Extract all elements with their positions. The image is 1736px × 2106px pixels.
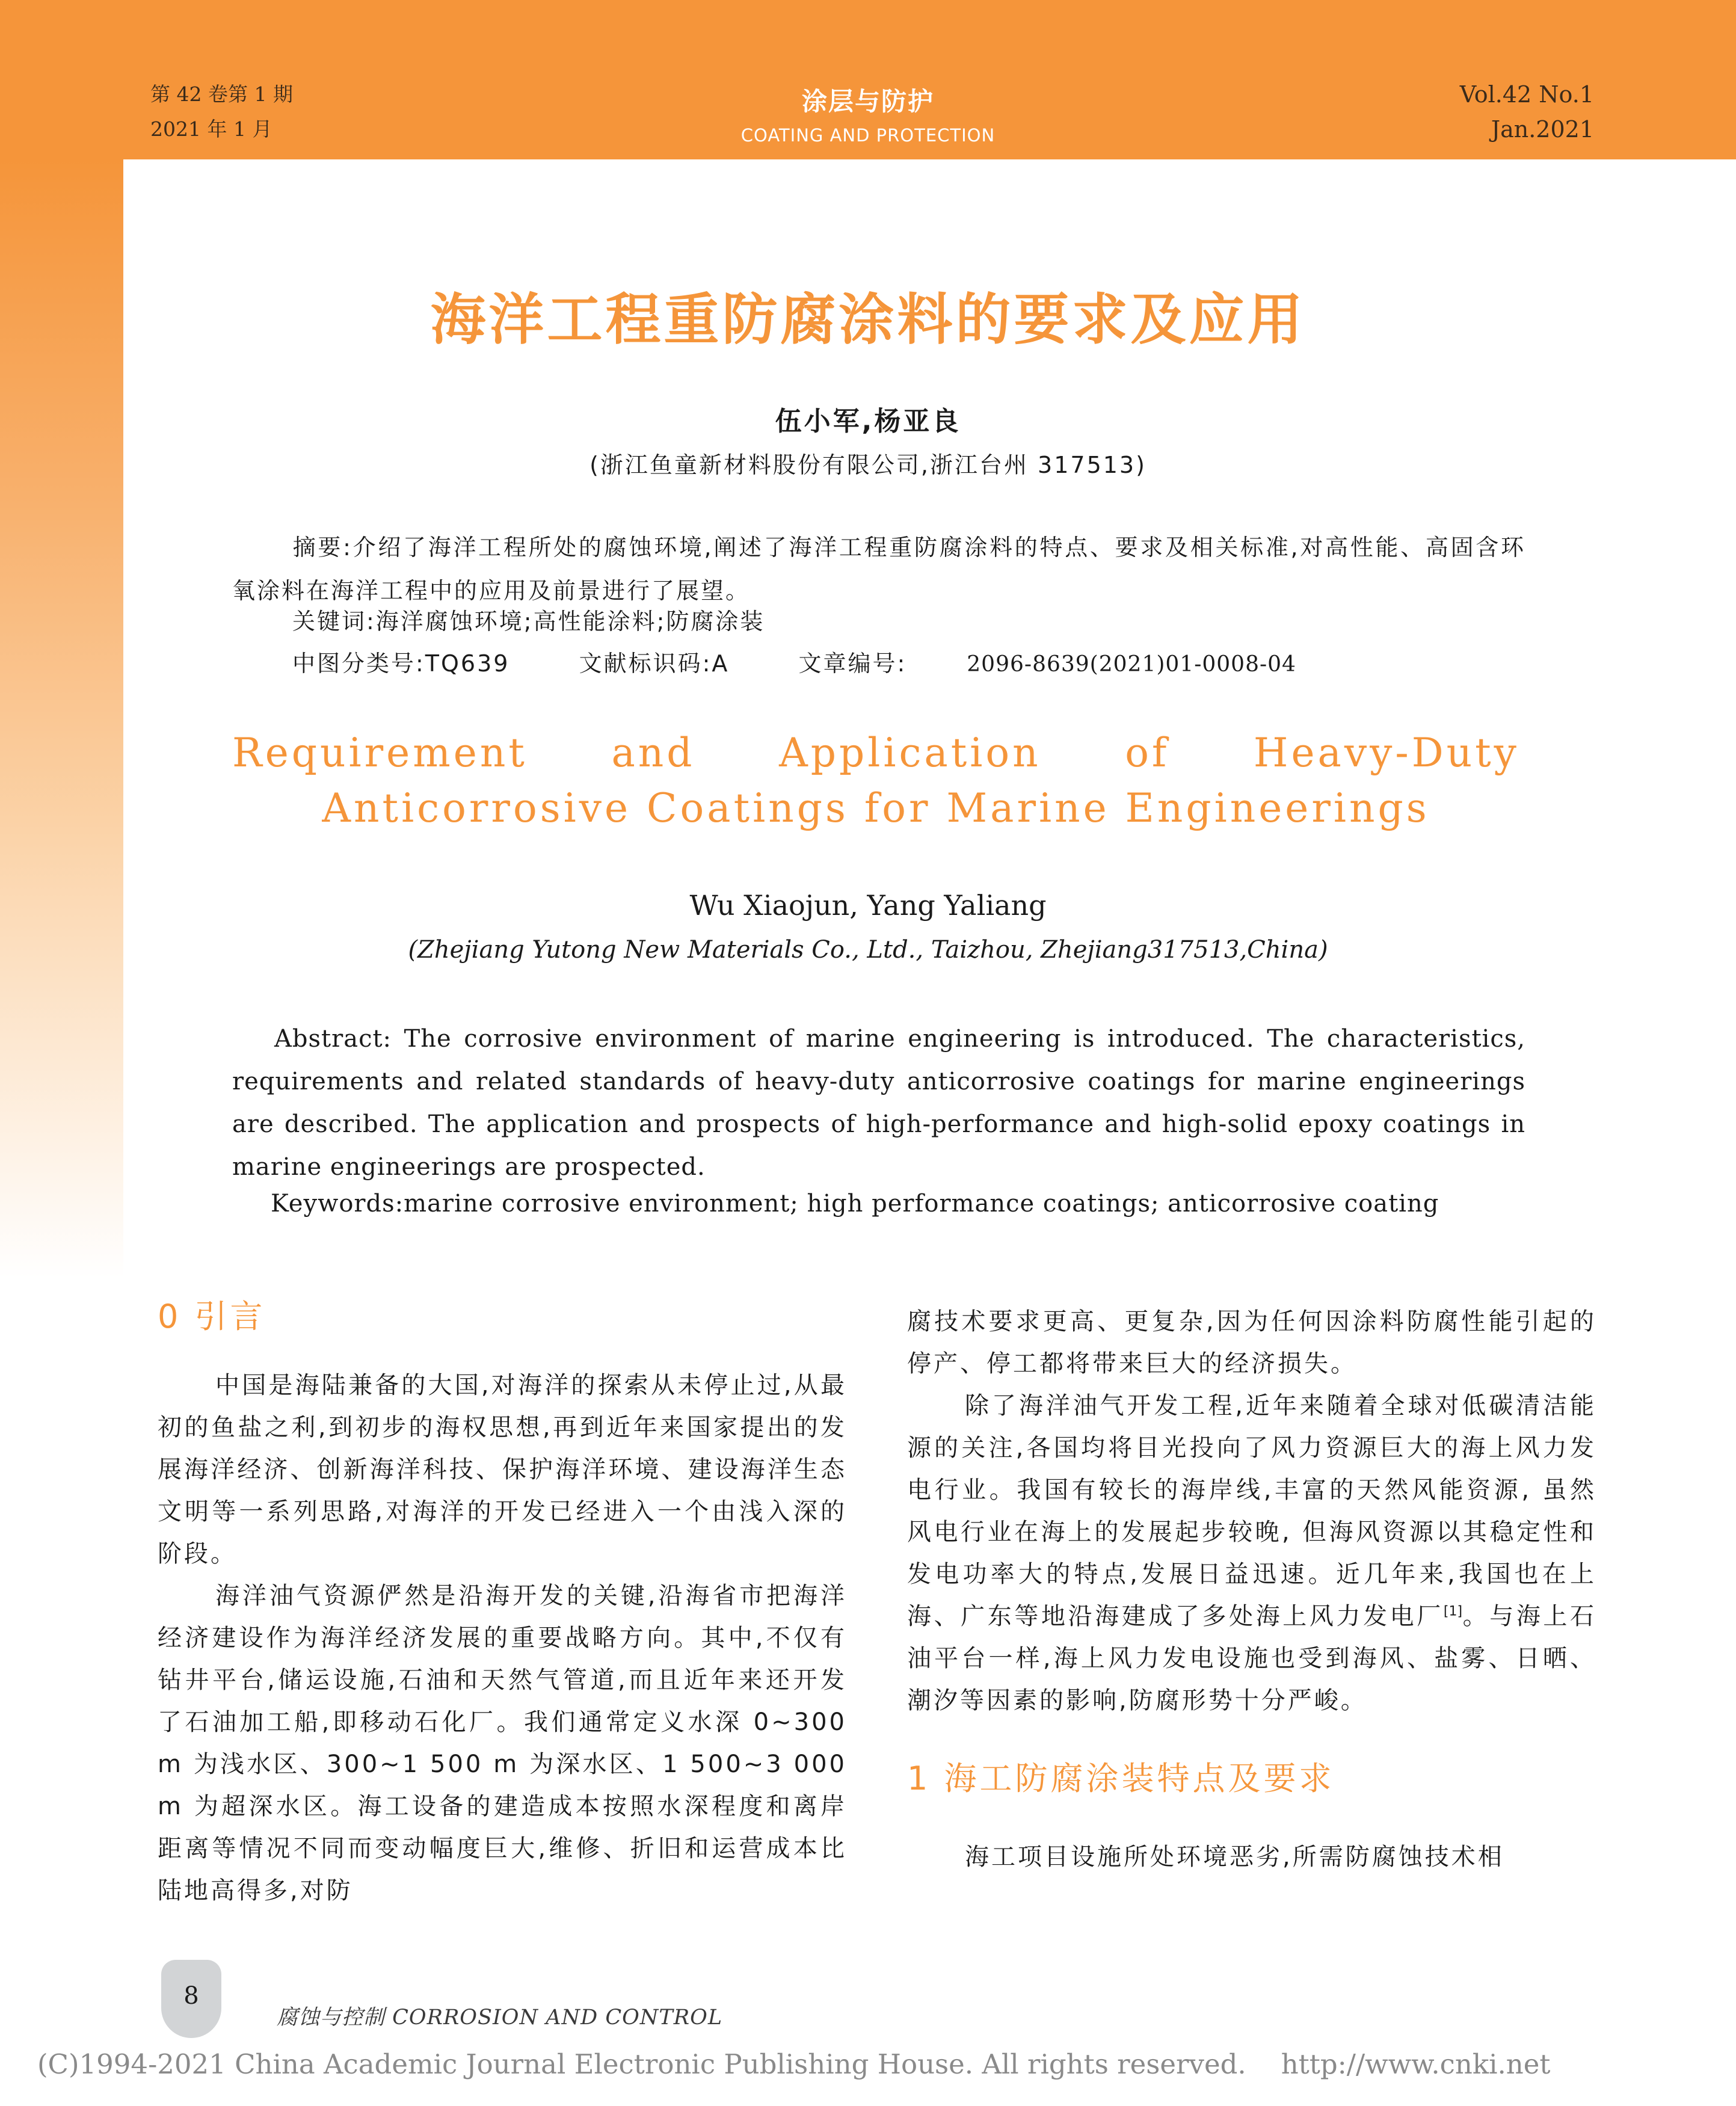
document-code: 文献标识码:A	[579, 650, 730, 677]
title-en-line2: Anticorrosive Coatings for Marine Engineerings	[322, 785, 1430, 831]
affiliation-en: (Zhejiang Yutong New Materials Co., Ltd., Taizhou, Zhejiang317513,China)	[408, 936, 1328, 964]
citation-ref: [1]	[1443, 1604, 1463, 1619]
volume-issue-en: Vol.42 No.1	[1459, 81, 1594, 108]
keywords-cn: 关键词:海洋腐蚀环境;高性能涂料;防腐涂装	[292, 608, 765, 635]
paragraph-continued: 腐技术要求更高、更复杂,因为任何因涂料防腐性能引起的停产、停工都将带来巨大的经济损失。	[907, 1308, 1596, 1378]
keywords-en: Keywords:marine corrosive environment; high performance coatings; anticorrosive coating	[271, 1190, 1439, 1218]
date-cn: 2021 年 1 月	[150, 117, 272, 141]
paragraph: 中国是海陆兼备的大国,对海洋的探索从未停止过,从最初的鱼盐之利,到初步的海权思想,再到近年来国家提出的发展海洋经济、创新海洋科技、保护海洋环境、建设海洋生态文明等一系列思路,对海洋的开发已经进入一个由浅入深的阶段。	[158, 1372, 847, 1568]
article-number-value: 2096-8639(2021)01-0008-04	[967, 652, 1296, 677]
paragraph	[907, 1385, 1596, 1722]
copyright-text: (C)1994-2021 China Academic Journal Electronic Publishing House. All rights reserved.	[37, 2048, 1246, 2080]
title-en-word: and	[611, 730, 695, 776]
paragraph: 海洋油气资源俨然是沿海开发的关键,沿海省市把海洋经济建设作为海洋经济发展的重要战略方向。其中,不仅有钻井平台,储运设施,石油和天然气管道,而且近年来还开发了石油加工船,即移动石化厂。我们通常定义水深 0~300 m 为浅水区、300~1 500 m 为深水区、1 500~3 000 m 为超深水区。海工设备的建造成本按照水深程度和离岸距离等情况不同而变动幅度巨大,维修、折旧和运营成本比陆地高得多,对防	[158, 1582, 847, 1904]
article-title-cn: 海洋工程重防腐涂料的要求及应用	[430, 288, 1306, 352]
journal-name-en: COATING AND PROTECTION	[740, 125, 996, 146]
paragraph-text: 。与海上石油平台一样,海上风力发电设施也受到海风、盐雾、日晒、潮汐等因素的影响,防腐形势十分严峻。	[907, 1603, 1597, 1714]
left-column-body	[158, 1364, 847, 1912]
abstract-en-text: Abstract: The corrosive environment of marine engineering is introduced. The characteristics, requirements and related standards of heavy-duty anticorrosive coatings for marine engineerings are described. The application and prospects of high-performance and high-solid epoxy coatings in marine engineerings are prospected.	[232, 1025, 1525, 1181]
journal-masthead	[627, 82, 1109, 146]
body-column-right	[907, 1301, 1596, 1878]
volume-issue-cn: 第 42 卷第 1 期	[150, 82, 293, 106]
paragraph-text: 除了海洋油气开发工程,近年来随着全球对低碳清洁能源的关注,各国均将目光投向了风力资源巨大的海上风力发电行业。我国有较长的海岸线,丰富的天然风能资源, 虽然风电行业在海上的发展起步较晚, 但海风资源以其稳定性和发电功率大的特点,发展日益迅速。近几年来,我国也在上海、广东等地沿海建成了多处海上风力发电厂	[907, 1392, 1596, 1630]
article-title-en	[232, 725, 1519, 836]
abstract-cn-text: 摘要:介绍了海洋工程所处的腐蚀环境,阐述了海洋工程重防腐涂料的特点、要求及相关标准,对高性能、高固含环氧涂料在海洋工程中的应用及前景进行了展望。	[232, 534, 1525, 604]
abstract-cn	[232, 526, 1525, 612]
page-number: 8	[183, 1982, 199, 2010]
authors-cn: 伍小军,杨亚良	[775, 406, 961, 437]
classification-line	[292, 645, 1356, 678]
authors-en: Wu Xiaojun, Yang Yaliang	[689, 889, 1047, 922]
article-number-label: 文章编号:	[798, 650, 907, 677]
date-en: Jan.2021	[1491, 116, 1594, 143]
title-en-word: of	[1125, 730, 1170, 776]
abstract-en	[232, 1018, 1525, 1189]
section-heading-introduction: 0 引言	[158, 1298, 266, 1335]
paragraph: 海工项目设施所处环境恶劣,所需防腐蚀技术相	[965, 1843, 1504, 1871]
title-en-word: Application	[779, 730, 1041, 776]
classification-number: 中图分类号:TQ639	[292, 650, 510, 677]
header-right	[1460, 77, 1594, 147]
cnki-link[interactable]: http://www.cnki.net	[1281, 2048, 1551, 2080]
title-en-line1	[232, 725, 1519, 781]
title-en-word: Heavy-Duty	[1253, 730, 1519, 776]
section-heading-1: 1 海工防腐涂装特点及要求	[907, 1760, 1335, 1797]
header-left	[150, 77, 293, 147]
copyright-line	[37, 2048, 1722, 2080]
affiliation-cn: (浙江鱼童新材料股份有限公司,浙江台州 317513)	[589, 452, 1147, 478]
journal-name-cn: 涂层与防护	[801, 87, 934, 116]
footer-journal-name: 腐蚀与控制 CORROSION AND CONTROL	[277, 2006, 723, 2030]
article-number	[798, 650, 1356, 677]
title-en-word: Requirement	[232, 730, 528, 776]
